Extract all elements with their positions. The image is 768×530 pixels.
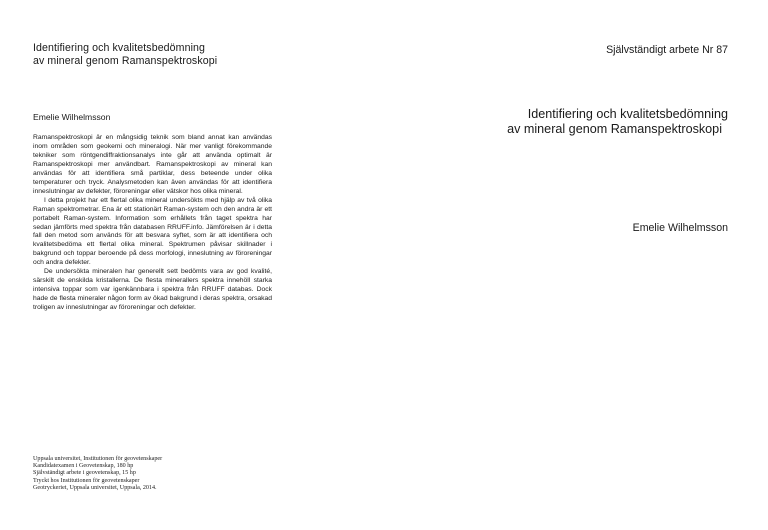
imprint-line: Uppsala universitet, Institutionen för geovetenskaper xyxy=(33,456,163,462)
abstract-paragraph: I detta projekt har ett flertal olika mineral undersökts med hjälp av två olika Raman spektrometrar. Ena är ett stationärt Raman-system och den andra är ett portabelt Raman-system. Information som erhållets från taget spektra har sedan jämförts med spektra från databasen RRUFF.info. Jämförelsen är i detta fall den metod som används för att besvara syftet, som är att identifiera och kvalitetsbedöma ett flertal olika mineral. Spektrumen påvisar skillnader i bakgrund och toppar beroende på dess morfologi, inneslutning av föroreningar och andra defekter. xyxy=(33,196,272,267)
front-cover-page xyxy=(384,0,768,530)
abstract-paragraph: Ramanspektroskopi är en mångsidig teknik som bland annat kan användas inom områden som geokemi och mineralogi. När mer vanligt förekommande tekniker som röntgendiffraktionsanalys inte går att använda optimalt är Ramanspektroskopi mer användbart. Ramanspektroskopi av mineral kan användas för att identifiera små partiklar, dess beteende under olika temperaturer och tryck. Analysmetoden kan även användas för att identifiera inneslutningar av defekter, föroreningar eller vätskor hos olika mineral. xyxy=(33,134,272,195)
front-cover-title-line: Identifiering och kvalitetsbedömning xyxy=(527,107,728,121)
back-cover-title xyxy=(33,42,333,68)
back-cover-title-line: av mineral genom Ramanspektroskopi xyxy=(33,55,218,67)
back-cover-author: Emelie Wilhelmsson xyxy=(33,112,111,122)
imprint xyxy=(33,456,293,492)
back-cover-title-line: Identifiering och kvalitetsbedömning xyxy=(33,42,206,54)
abstract-paragraph: De undersökta mineralen har generellt sett bedömts vara av god kvalité, särskilt de enskilda kristallerna. De flesta minerallers spektra innehöll starka intensiva toppar som var igenkännbara i spektra från RRUFF databas. Dock hade de flesta mineraler någon form av ökad bakgrund i deras spektra, orsakad troligen av inneslutningar av föroreningar och defekter. xyxy=(33,268,272,312)
imprint-line: Tryckt hos Institutionen för geovetenskaper xyxy=(33,477,140,484)
imprint-line: Självständigt arbete i geovetenskap, 15 hp xyxy=(33,470,136,477)
imprint-line: Kandidatexamen i Geovetenskap, 180 hp xyxy=(33,463,134,470)
imprint-line: Geotryckeriet, Uppsala universitet, Uppsala, 2014. xyxy=(33,484,157,491)
front-cover-title xyxy=(428,107,728,137)
front-cover-author: Emelie Wilhelmsson xyxy=(632,222,728,234)
abstract xyxy=(33,134,272,313)
series-number: Självständigt arbete Nr 87 xyxy=(606,44,728,56)
front-cover-title-line: av mineral genom Ramanspektroskopi xyxy=(507,122,722,136)
